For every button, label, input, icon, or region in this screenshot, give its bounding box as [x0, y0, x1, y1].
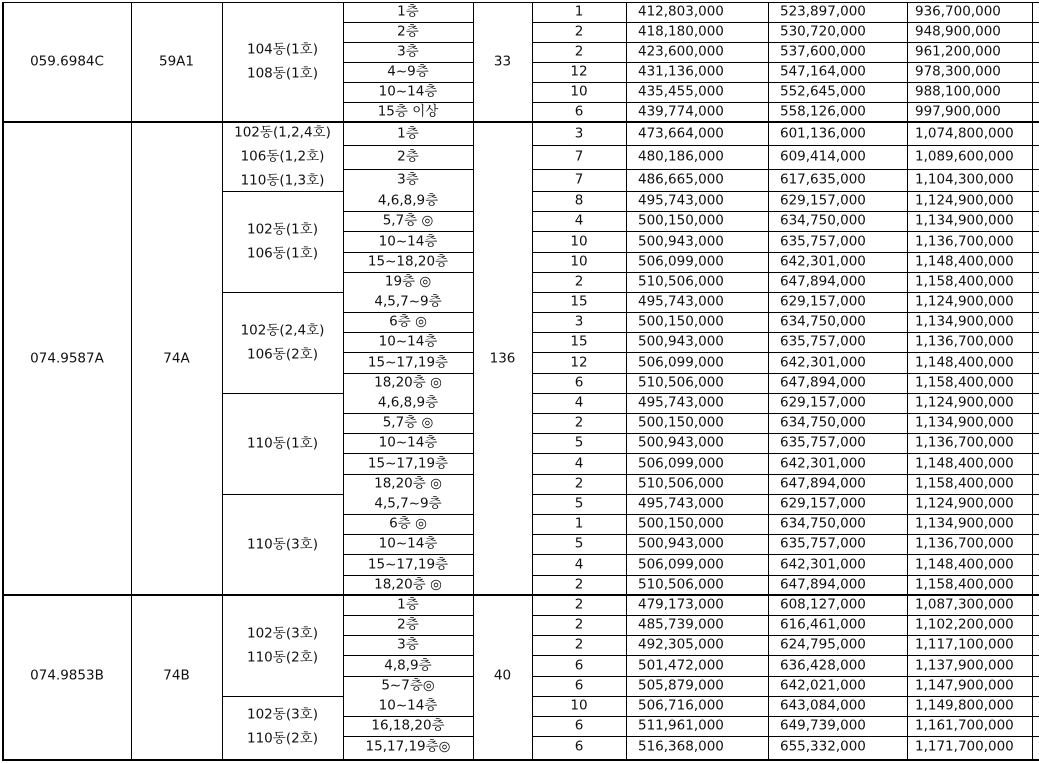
- grid-line: [2, 2, 4, 761]
- building-price: 634,750,000: [780, 212, 866, 229]
- unit-count: 40: [493, 667, 512, 684]
- total-price: 1,124,900,000: [915, 192, 1014, 209]
- grid-line: [626, 2, 627, 761]
- land-price: 480,186,000: [638, 148, 724, 165]
- floor-label: 15~18,20층: [367, 253, 449, 270]
- building-price: 635,757,000: [780, 232, 866, 249]
- grid-line: [3, 2, 1039, 3]
- floor-label: 2층: [397, 616, 419, 633]
- units-value: 10: [570, 253, 588, 270]
- dong-label: 110동(1,3호): [240, 171, 325, 188]
- total-price: 961,200,000: [915, 43, 1001, 60]
- dong-label: 106동(1,2호): [240, 147, 325, 164]
- grid-line: [343, 2, 344, 761]
- dong-label: 106동(1호): [247, 244, 318, 261]
- building-price: 642,301,000: [780, 454, 866, 471]
- grid-line: [222, 292, 343, 293]
- building-price: 642,301,000: [780, 253, 866, 270]
- dong-label: 110동(2호): [247, 648, 318, 665]
- units-value: 2: [574, 414, 584, 431]
- total-price: 1,149,800,000: [915, 697, 1014, 714]
- grid-line: [532, 169, 1039, 170]
- total-price: 1,137,900,000: [915, 656, 1014, 673]
- building-price: 547,164,000: [780, 63, 866, 80]
- grid-line: [3, 759, 1039, 761]
- floor-label: 4,8,9층: [384, 656, 432, 673]
- units-value: 2: [574, 273, 584, 290]
- grid-line: [768, 2, 769, 761]
- land-price: 500,943,000: [638, 333, 724, 350]
- floor-label: 2층: [397, 148, 419, 165]
- total-price: 1,148,400,000: [915, 253, 1014, 270]
- grid-line: [343, 736, 473, 737]
- building-price: 635,757,000: [780, 434, 866, 451]
- floor-label: 10~14층: [378, 83, 438, 100]
- grid-line: [343, 655, 473, 656]
- floor-label: 15층 이상: [377, 103, 439, 120]
- total-price: 1,087,300,000: [915, 596, 1014, 613]
- land-price: 500,943,000: [638, 232, 724, 249]
- grid-line: [222, 191, 343, 192]
- land-price: 506,099,000: [638, 253, 724, 270]
- floor-label: 18,20층 ◎: [374, 374, 442, 391]
- units-value: 3: [574, 313, 584, 330]
- unit-count: 33: [493, 53, 512, 70]
- land-price: 435,455,000: [638, 83, 724, 100]
- land-price: 485,739,000: [638, 616, 724, 633]
- units-value: 1: [574, 3, 584, 20]
- building-price: 609,414,000: [780, 148, 866, 165]
- model-code: 059.6984C: [30, 53, 104, 70]
- units-value: 10: [570, 83, 588, 100]
- model-code: 074.9587A: [30, 349, 104, 366]
- grid-line: [3, 594, 1039, 596]
- land-price: 486,665,000: [638, 171, 724, 188]
- units-value: 2: [574, 636, 584, 653]
- land-price: 439,774,000: [638, 103, 724, 120]
- units-value: 2: [574, 43, 584, 60]
- total-price: 1,104,300,000: [915, 171, 1014, 188]
- grid-line: [222, 494, 343, 495]
- total-price: 1,148,400,000: [915, 454, 1014, 471]
- grid-line: [532, 231, 1039, 232]
- units-value: 2: [574, 596, 584, 613]
- floor-label: 4,6,8,9층: [377, 394, 439, 411]
- grid-line: [473, 2, 474, 761]
- units-value: 10: [570, 697, 588, 714]
- grid-line: [343, 453, 473, 454]
- unit-type: 74B: [163, 667, 190, 684]
- dong-label: 102동(1호): [247, 220, 318, 237]
- building-price: 649,739,000: [780, 717, 866, 734]
- land-price: 500,943,000: [638, 434, 724, 451]
- dong-label: 102동(2,4호): [240, 321, 325, 338]
- floor-label: 18,20층 ◎: [374, 475, 442, 492]
- building-price: 636,428,000: [780, 656, 866, 673]
- grid-line: [532, 554, 1039, 555]
- units-value: 3: [574, 124, 584, 141]
- land-price: 418,180,000: [638, 23, 724, 40]
- units-value: 5: [574, 434, 584, 451]
- land-price: 505,879,000: [638, 677, 724, 694]
- units-value: 2: [574, 576, 584, 593]
- building-price: 616,461,000: [780, 616, 866, 633]
- units-value: 4: [574, 454, 584, 471]
- units-value: 7: [574, 148, 584, 165]
- building-price: 629,157,000: [780, 293, 866, 310]
- floor-label: 5,7층 ◎: [382, 414, 434, 431]
- grid-line: [343, 554, 473, 555]
- land-price: 500,943,000: [638, 535, 724, 552]
- total-price: 1,136,700,000: [915, 535, 1014, 552]
- total-price: 1,134,900,000: [915, 515, 1014, 532]
- land-price: 500,150,000: [638, 313, 724, 330]
- dong-label: 102동(3호): [247, 705, 318, 722]
- total-price: 997,900,000: [915, 103, 1001, 120]
- land-price: 511,961,000: [638, 717, 724, 734]
- building-price: 624,795,000: [780, 636, 866, 653]
- floor-label: 15~17,19층: [367, 454, 449, 471]
- building-price: 634,750,000: [780, 414, 866, 431]
- unit-type: 59A1: [158, 53, 195, 70]
- floor-label: 1층: [397, 3, 419, 20]
- land-price: 500,150,000: [638, 212, 724, 229]
- units-value: 6: [574, 737, 584, 754]
- building-price: 635,757,000: [780, 535, 866, 552]
- grid-line: [532, 2, 533, 761]
- floor-label: 4,5,7~9층: [374, 293, 442, 310]
- building-price: 642,021,000: [780, 677, 866, 694]
- floor-label: 5~7층◎: [381, 677, 435, 694]
- floor-label: 10~14층: [378, 535, 438, 552]
- total-price: 1,148,400,000: [915, 353, 1014, 370]
- land-price: 500,150,000: [638, 515, 724, 532]
- land-price: 506,099,000: [638, 454, 724, 471]
- building-price: 647,894,000: [780, 475, 866, 492]
- grid-line: [532, 736, 1039, 737]
- building-price: 629,157,000: [780, 192, 866, 209]
- floor-label: 6층 ◎: [389, 515, 427, 532]
- units-value: 6: [574, 103, 584, 120]
- grid-line: [3, 121, 1039, 123]
- total-price: 978,300,000: [915, 63, 1001, 80]
- building-price: 629,157,000: [780, 495, 866, 512]
- grid-line: [222, 2, 223, 761]
- land-price: 492,305,000: [638, 636, 724, 653]
- units-value: 4: [574, 555, 584, 572]
- units-value: 6: [574, 717, 584, 734]
- floor-label: 10~14층: [378, 697, 438, 714]
- grid-line: [343, 169, 473, 170]
- dong-label: 110동(2호): [247, 729, 318, 746]
- land-price: 510,506,000: [638, 475, 724, 492]
- land-price: 495,743,000: [638, 192, 724, 209]
- building-price: 647,894,000: [780, 273, 866, 290]
- total-price: 1,158,400,000: [915, 475, 1014, 492]
- unit-count: 136: [489, 349, 516, 366]
- grid-line: [532, 352, 1039, 353]
- model-code: 074.9853B: [30, 667, 104, 684]
- total-price: 1,136,700,000: [915, 434, 1014, 451]
- grid-line: [532, 453, 1039, 454]
- grid-line: [222, 393, 343, 394]
- units-value: 5: [574, 495, 584, 512]
- floor-label: 4,6,8,9층: [377, 192, 439, 209]
- dong-label: 102동(1,2,4호): [234, 123, 331, 140]
- building-price: 634,750,000: [780, 515, 866, 532]
- floor-label: 15~17,19층: [367, 555, 449, 572]
- units-value: 6: [574, 677, 584, 694]
- units-value: 1: [574, 515, 584, 532]
- total-price: 1,089,600,000: [915, 148, 1014, 165]
- floor-label: 6층 ◎: [389, 313, 427, 330]
- land-price: 506,716,000: [638, 697, 724, 714]
- units-value: 12: [570, 353, 588, 370]
- total-price: 1,171,700,000: [915, 737, 1014, 754]
- total-price: 948,900,000: [915, 23, 1001, 40]
- land-price: 473,664,000: [638, 124, 724, 141]
- units-value: 6: [574, 374, 584, 391]
- floor-label: 10~14층: [378, 434, 438, 451]
- units-value: 5: [574, 535, 584, 552]
- units-value: 2: [574, 616, 584, 633]
- floor-label: 2층: [397, 23, 419, 40]
- building-price: 608,127,000: [780, 596, 866, 613]
- building-price: 655,332,000: [780, 737, 866, 754]
- building-price: 537,600,000: [780, 43, 866, 60]
- land-price: 423,600,000: [638, 43, 724, 60]
- total-price: 936,700,000: [915, 3, 1001, 20]
- total-price: 1,134,900,000: [915, 414, 1014, 431]
- floor-label: 4~9층: [387, 63, 429, 80]
- floor-label: 3층: [397, 171, 419, 188]
- land-price: 510,506,000: [638, 273, 724, 290]
- floor-label: 4,5,7~9층: [374, 495, 442, 512]
- land-price: 495,743,000: [638, 394, 724, 411]
- floor-label: 3층: [397, 43, 419, 60]
- total-price: 1,124,900,000: [915, 495, 1014, 512]
- total-price: 1,148,400,000: [915, 555, 1014, 572]
- units-value: 4: [574, 212, 584, 229]
- units-value: 6: [574, 656, 584, 673]
- land-price: 516,368,000: [638, 737, 724, 754]
- building-price: 617,635,000: [780, 171, 866, 188]
- grid-line: [343, 231, 473, 232]
- total-price: 1,158,400,000: [915, 576, 1014, 593]
- land-price: 510,506,000: [638, 576, 724, 593]
- dong-label: 110동(1호): [247, 434, 318, 451]
- land-price: 495,743,000: [638, 293, 724, 310]
- units-value: 7: [574, 171, 584, 188]
- grid-line: [222, 696, 343, 697]
- grid-line: [907, 2, 908, 761]
- total-price: 1,136,700,000: [915, 333, 1014, 350]
- land-price: 500,150,000: [638, 414, 724, 431]
- total-price: 1,161,700,000: [915, 717, 1014, 734]
- total-price: 1,158,400,000: [915, 273, 1014, 290]
- land-price: 510,506,000: [638, 374, 724, 391]
- building-price: 635,757,000: [780, 333, 866, 350]
- grid-line: [343, 145, 473, 146]
- land-price: 431,136,000: [638, 63, 724, 80]
- units-value: 4: [574, 394, 584, 411]
- total-price: 1,124,900,000: [915, 394, 1014, 411]
- total-price: 1,134,900,000: [915, 212, 1014, 229]
- building-price: 642,301,000: [780, 555, 866, 572]
- building-price: 647,894,000: [780, 576, 866, 593]
- floor-label: 10~14층: [378, 333, 438, 350]
- land-price: 506,099,000: [638, 353, 724, 370]
- floor-label: 19층 ◎: [384, 273, 432, 290]
- land-price: 506,099,000: [638, 555, 724, 572]
- total-price: 1,147,900,000: [915, 677, 1014, 694]
- grid-line: [1032, 2, 1033, 761]
- floor-label: 15,17,19층◎: [365, 737, 451, 754]
- units-value: 15: [570, 333, 588, 350]
- unit-type: 74A: [163, 349, 190, 366]
- land-price: 412,803,000: [638, 3, 724, 20]
- land-price: 495,743,000: [638, 495, 724, 512]
- building-price: 601,136,000: [780, 124, 866, 141]
- grid-line: [532, 655, 1039, 656]
- units-value: 12: [570, 63, 588, 80]
- dong-label: 104동(1호): [247, 41, 318, 58]
- floor-label: 1층: [397, 124, 419, 141]
- total-price: 1,074,800,000: [915, 124, 1014, 141]
- floor-label: 15~17,19층: [367, 353, 449, 370]
- floor-label: 10~14층: [378, 232, 438, 249]
- total-price: 1,124,900,000: [915, 293, 1014, 310]
- floor-label: 18,20층 ◎: [374, 576, 442, 593]
- building-price: 647,894,000: [780, 374, 866, 391]
- total-price: 1,136,700,000: [915, 232, 1014, 249]
- units-value: 10: [570, 232, 588, 249]
- grid-line: [532, 145, 1039, 146]
- units-value: 8: [574, 192, 584, 209]
- floor-label: 16,18,20층: [371, 717, 445, 734]
- total-price: 1,134,900,000: [915, 313, 1014, 330]
- floor-label: 3층: [397, 636, 419, 653]
- total-price: 1,117,100,000: [915, 636, 1014, 653]
- building-price: 523,897,000: [780, 3, 866, 20]
- building-price: 643,084,000: [780, 697, 866, 714]
- total-price: 1,102,200,000: [915, 616, 1014, 633]
- units-value: 2: [574, 475, 584, 492]
- land-price: 501,472,000: [638, 656, 724, 673]
- floor-label: 5,7층 ◎: [382, 212, 434, 229]
- dong-label: 106동(2호): [247, 345, 318, 362]
- grid-line: [131, 2, 132, 761]
- dong-label: 110동(3호): [247, 535, 318, 552]
- grid-line: [343, 352, 473, 353]
- units-value: 2: [574, 23, 584, 40]
- building-price: 552,645,000: [780, 83, 866, 100]
- floor-label: 1층: [397, 596, 419, 613]
- total-price: 1,158,400,000: [915, 374, 1014, 391]
- building-price: 558,126,000: [780, 103, 866, 120]
- total-price: 988,100,000: [915, 83, 1001, 100]
- building-price: 642,301,000: [780, 353, 866, 370]
- dong-label: 102동(3호): [247, 624, 318, 641]
- units-value: 15: [570, 293, 588, 310]
- land-price: 479,173,000: [638, 596, 724, 613]
- building-price: 530,720,000: [780, 23, 866, 40]
- building-price: 629,157,000: [780, 394, 866, 411]
- dong-label: 108동(1호): [247, 65, 318, 82]
- building-price: 634,750,000: [780, 313, 866, 330]
